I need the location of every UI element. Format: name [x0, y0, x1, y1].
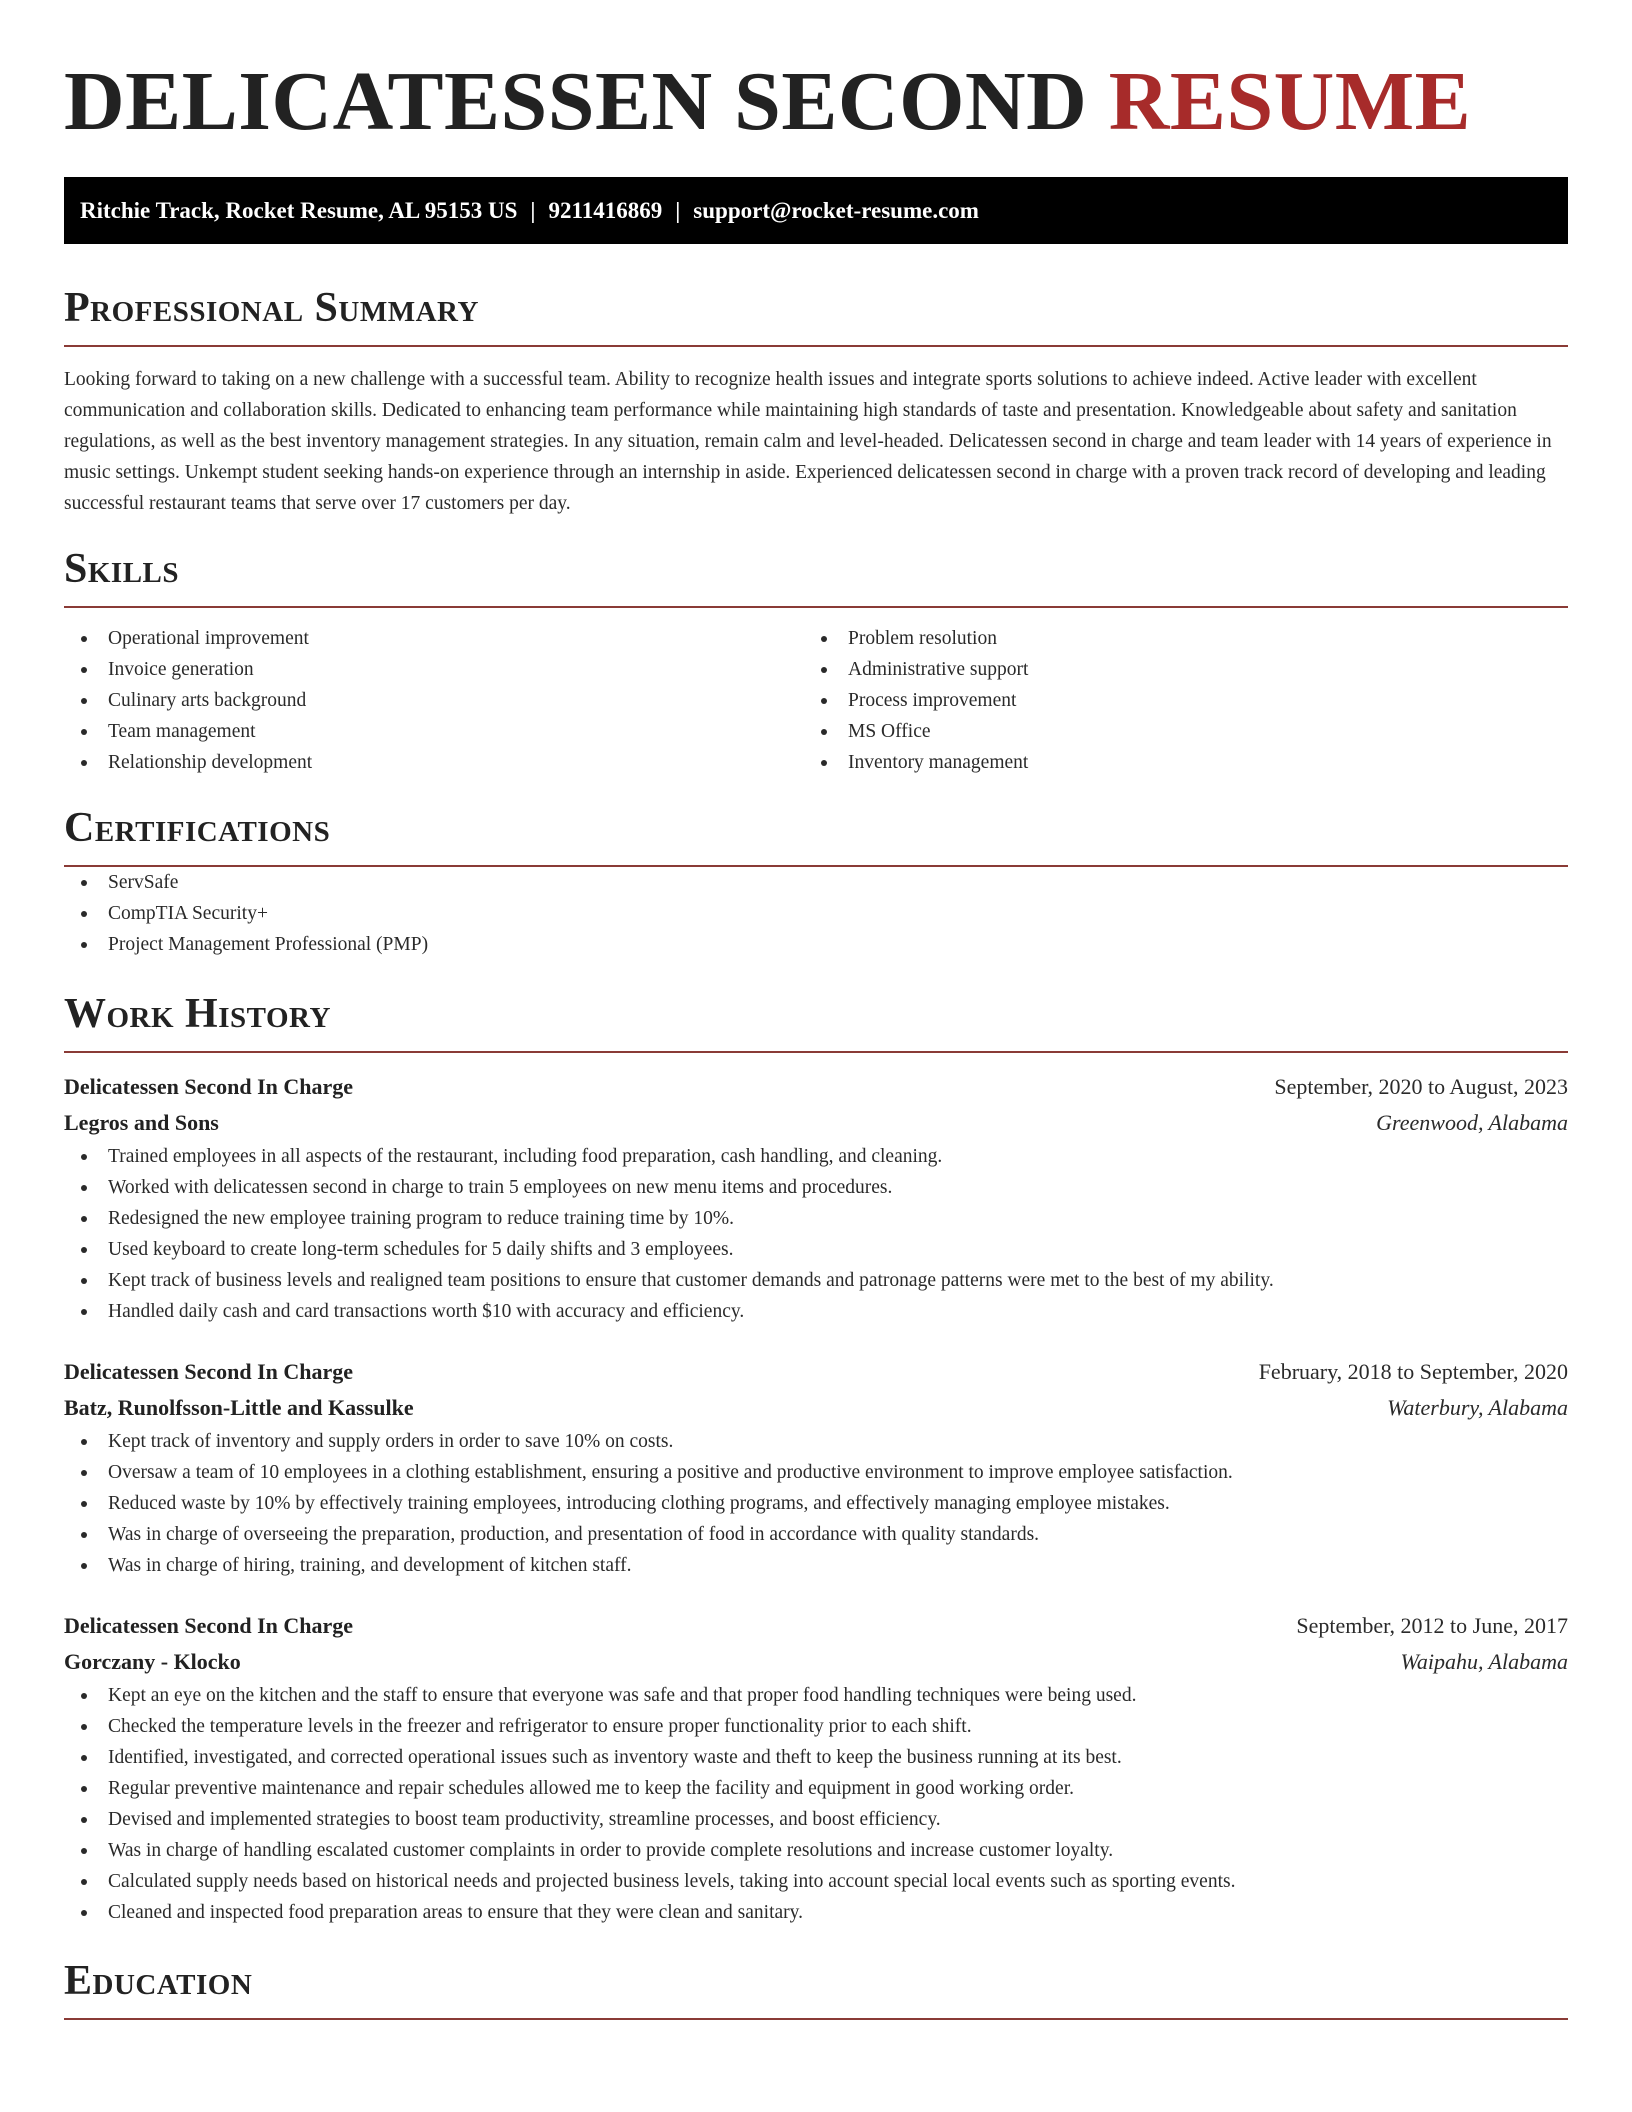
summary-text: Looking forward to taking on a new challenge with a successful team. Ability to recognize health issues and integrate sports solutions to achieve indeed. Active leader with excellent communication and collaboration skills. Dedicated to enhancing team performance while maintaining high standards of taste and presentation. Knowledgeable about safety and sanitation regulations, as well as the best inventory management strategies. In any situation, remain calm and level-headed. Delicatessen second in charge and team leader with 14 years of experience in music settings. Unkempt student seeking hands-on experience through an internship in aside. Experienced delicatessen second in charge with a proven track record of developing and leading successful restaurant teams that serve over 17 customers per day.: [64, 369, 1552, 514]
job-duty: Kept track of business levels and realigned team positions to ensure that customer demands and patronage patterns were met to the best of my ability.: [64, 1265, 1568, 1296]
job-title: Delicatessen Second In Charge: [64, 1074, 354, 1099]
skill-item: Process improvement: [804, 685, 1544, 716]
job-duty: Was in charge of handling escalated customer complaints in order to provide complete resolutions and increase customer loyalty.: [64, 1835, 1568, 1866]
job-duty: Cleaned and inspected food preparation areas to ensure that they were clean and sanitary.: [64, 1897, 1568, 1928]
job-subheader-row: [64, 1390, 1568, 1426]
certifications-section: [64, 805, 1568, 960]
job-duty: Used keyboard to create long-term schedules for 5 daily shifts and 3 employees.: [64, 1234, 1568, 1265]
job-duty: Oversaw a team of 10 employees in a clothing establishment, ensuring a positive and productive environment to improve employee satisfaction.: [64, 1457, 1568, 1488]
job-location: Waterbury, Alabama: [1387, 1395, 1568, 1420]
job-subheader-row: [64, 1105, 1568, 1141]
job-duty: Redesigned the new employee training program to reduce training time by 10%.: [64, 1203, 1568, 1234]
section-divider: [64, 345, 1568, 347]
skills-column-right: [804, 623, 1544, 778]
job-duty: Kept an eye on the kitchen and the staff to ensure that everyone was safe and that proper food handling techniques were being used.: [64, 1680, 1568, 1711]
job-duty: Kept track of inventory and supply orders in order to save 10% on costs.: [64, 1426, 1568, 1457]
job-duty: Was in charge of hiring, training, and development of kitchen staff.: [64, 1550, 1568, 1581]
section-divider: [64, 2018, 1568, 2020]
job-dates: September, 2020 to August, 2023: [1274, 1074, 1568, 1099]
section-divider: [64, 606, 1568, 608]
job-company: Gorczany - Klocko: [64, 1649, 241, 1674]
section-title-summary: Professional Summary: [64, 285, 479, 331]
job-location: Waipahu, Alabama: [1400, 1649, 1568, 1674]
section-title-work-history: Work History: [64, 991, 331, 1037]
job-duties-list: [64, 1141, 1568, 1327]
certifications-list: [64, 867, 1568, 960]
skill-item: Problem resolution: [804, 623, 1544, 654]
job-duty: Identified, investigated, and corrected operational issues such as inventory waste and theft to keep the business running at its best.: [64, 1742, 1568, 1773]
job-duty: Calculated supply needs based on historical needs and projected business levels, taking into account special local events such as sporting events.: [64, 1866, 1568, 1897]
contact-address: Ritchie Track, Rocket Resume, AL 95153 US: [80, 197, 518, 223]
job-duties-list: [64, 1680, 1568, 1928]
contact-separator: |: [675, 197, 681, 223]
job-duty: Devised and implemented strategies to boost team productivity, streamline processes, and boost efficiency.: [64, 1804, 1568, 1835]
summary-section: [64, 285, 1568, 519]
name-accent: RESUME: [1108, 55, 1472, 148]
job-duty: Checked the temperature levels in the freezer and refrigerator to ensure proper functionality prior to each shift.: [64, 1711, 1568, 1742]
job-duty: Reduced waste by 10% by effectively training employees, introducing clothing programs, and effectively managing employee mistakes.: [64, 1488, 1568, 1519]
contact-phone: 9211416869: [548, 197, 663, 223]
job-duty: Regular preventive maintenance and repair schedules allowed me to keep the facility and equipment in good working order.: [64, 1773, 1568, 1804]
section-title-certifications: Certifications: [64, 805, 331, 851]
education-section: [64, 1958, 1568, 2020]
job-entry: [64, 1608, 1568, 1928]
work-history-section: [64, 991, 1568, 1928]
job-duty: Trained employees in all aspects of the restaurant, including food preparation, cash handling, and cleaning.: [64, 1141, 1568, 1172]
skill-item: Culinary arts background: [64, 685, 804, 716]
job-dates: February, 2018 to September, 2020: [1258, 1359, 1568, 1384]
name-main: DELICATESSEN SECOND: [64, 55, 1088, 148]
skill-item: MS Office: [804, 716, 1544, 747]
job-duty: Was in charge of overseeing the preparation, production, and presentation of food in accordance with quality standards.: [64, 1519, 1568, 1550]
skill-item: Relationship development: [64, 747, 804, 778]
job-entry: [64, 1354, 1568, 1581]
job-company: Legros and Sons: [64, 1110, 219, 1135]
job-subheader-row: [64, 1644, 1568, 1680]
section-title-skills: Skills: [64, 546, 180, 592]
job-duty: Handled daily cash and card transactions worth $10 with accuracy and efficiency.: [64, 1296, 1568, 1327]
contact-bar: [64, 177, 1568, 244]
skill-item: Inventory management: [804, 747, 1544, 778]
section-divider: [64, 1051, 1568, 1053]
skills-list-left: [64, 623, 804, 778]
job-title: Delicatessen Second In Charge: [64, 1613, 354, 1638]
skill-item: Operational improvement: [64, 623, 804, 654]
skill-item: Administrative support: [804, 654, 1544, 685]
skills-list-right: [804, 623, 1544, 778]
contact-separator: |: [530, 197, 536, 223]
job-header-row: [64, 1608, 1568, 1644]
job-dates: September, 2012 to June, 2017: [1296, 1613, 1568, 1638]
job-company: Batz, Runolfsson-Little and Kassulke: [64, 1395, 414, 1420]
skill-item: Invoice generation: [64, 654, 804, 685]
job-entry: [64, 1069, 1568, 1327]
skill-item: Team management: [64, 716, 804, 747]
job-header-row: [64, 1354, 1568, 1390]
certification-item: CompTIA Security+: [64, 898, 1568, 929]
job-duties-list: [64, 1426, 1568, 1581]
job-location: Greenwood, Alabama: [1376, 1110, 1568, 1135]
job-duty: Worked with delicatessen second in charge to train 5 employees on new menu items and procedures.: [64, 1172, 1568, 1203]
certification-item: ServSafe: [64, 867, 1568, 898]
skills-section: [64, 546, 1568, 778]
job-title: Delicatessen Second In Charge: [64, 1359, 354, 1384]
section-title-education: Education: [64, 1958, 253, 2004]
resume-name: [64, 0, 1568, 146]
certification-item: Project Management Professional (PMP): [64, 929, 1568, 960]
skills-column-left: [64, 623, 804, 778]
job-header-row: [64, 1069, 1568, 1105]
contact-email: support@rocket-resume.com: [693, 197, 979, 223]
skills-grid: [64, 623, 1568, 778]
